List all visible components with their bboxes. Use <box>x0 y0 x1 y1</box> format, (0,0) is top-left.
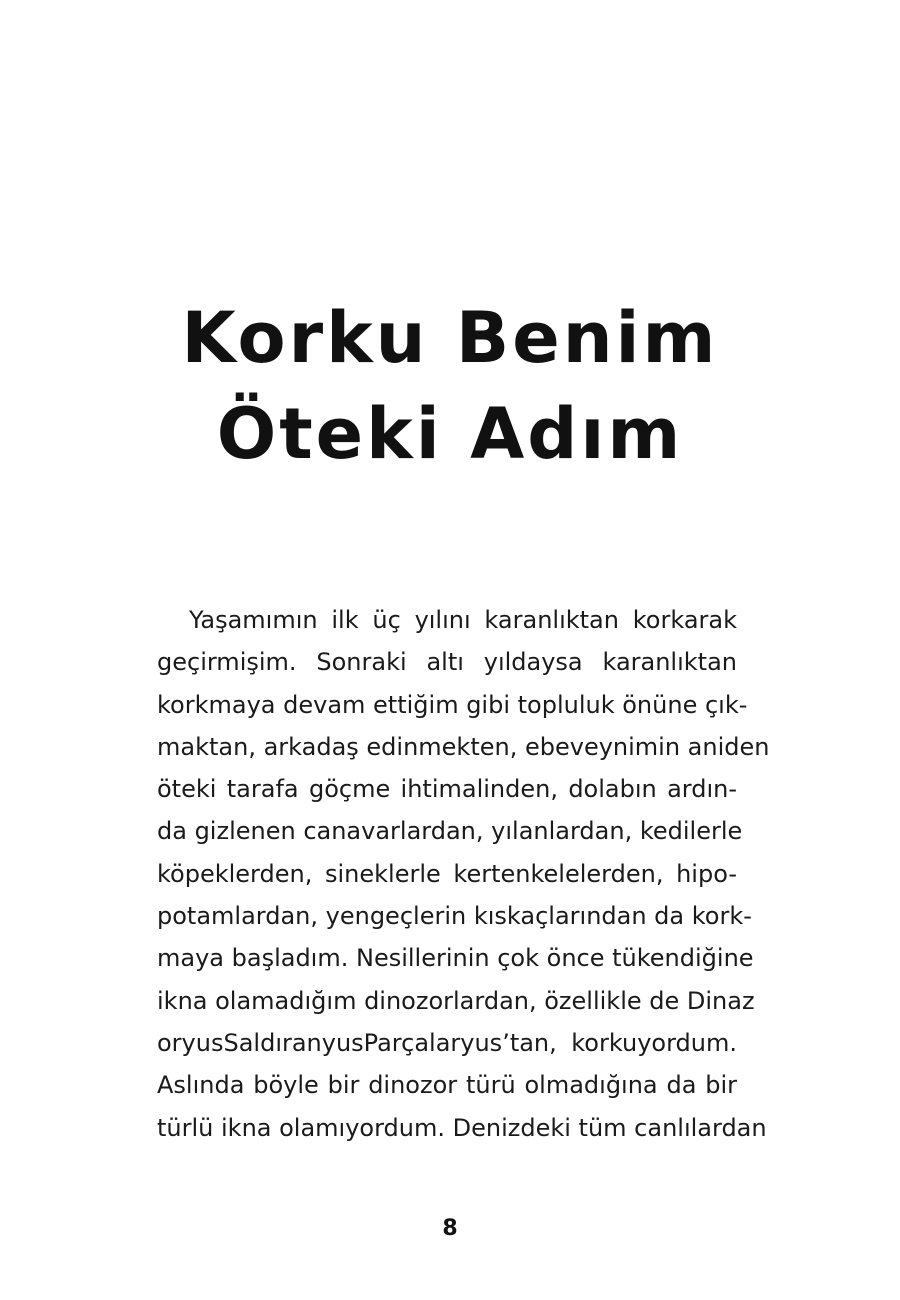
chapter-title <box>0 290 900 482</box>
body-line: ikna olamadığım dinozorlardan, özellikle de Dinaz <box>157 986 755 1015</box>
body-line: da gizlenen canavarlardan, yılanlardan, kedilerle <box>157 817 743 846</box>
body-line: öteki tarafa göçme ihtimalinden, dolabın ardın- <box>157 775 737 804</box>
body-line: Yaşamımın ilk üç yılını karanlıktan korkarak <box>189 606 737 634</box>
body-line: korkmaya devam ettiğim gibi topluluk önüne çık- <box>157 690 748 719</box>
body-line: Aslında böyle bir dinozor türü olmadığına da bir <box>157 1071 737 1100</box>
body-line: türlü ikna olamıyordum. Denizdeki tüm canlılardan <box>157 1113 767 1142</box>
chapter-title-line-1: Korku Benim <box>181 297 719 379</box>
body-line: oryusSaldıranyusParçalaryus’tan, korkuyordum. <box>157 1028 737 1057</box>
body-line: köpeklerden, sineklerle kertenkelelerden, hipo- <box>157 859 737 888</box>
chapter-title-line-2: Öteki Adım <box>216 393 684 475</box>
page-number: 8 <box>442 1216 458 1241</box>
body-line: geçirmişim. Sonraki altı yıldaysa karanlıktan <box>157 648 737 677</box>
body-paragraph <box>157 599 770 1149</box>
body-line: maya başladım. Nesillerinin çok önce tükendiğine <box>157 944 754 973</box>
body-line: maktan, arkadaş edinmekten, ebeveynimin aniden <box>157 732 770 761</box>
body-line: potamlardan, yengeçlerin kıskaçlarından da kork- <box>157 902 752 931</box>
